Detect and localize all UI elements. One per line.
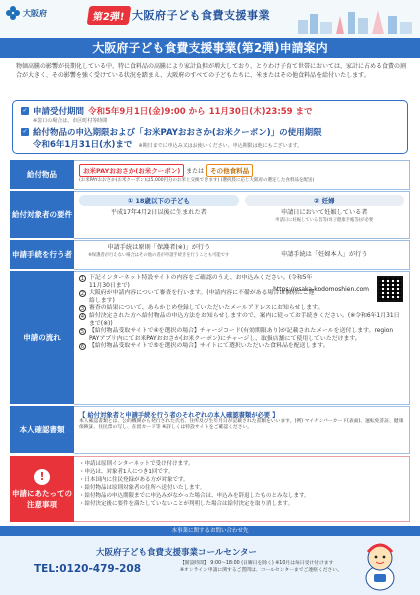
city-skyline-icon bbox=[296, 6, 416, 34]
org-name: 大阪府 bbox=[23, 8, 47, 18]
flow-step: 1 下記インターネット特設サイトの内容をご確認のうえ、お申込みください。(令和5年11月30日まで) bbox=[80, 275, 313, 289]
header bbox=[0, 0, 420, 38]
check-icon: ✓ bbox=[22, 107, 28, 114]
other-food-tag: その他食料品 bbox=[206, 164, 253, 177]
check-icon: ✓ bbox=[22, 128, 28, 135]
caution-item: ・給付物品の申込期限までに申込みがなかった場合は、申込みを辞退したものとみなします。 bbox=[79, 493, 310, 499]
call-center-phone[interactable]: TEL:0120-479-208 bbox=[34, 563, 141, 575]
target-children-head: ① 18歳以下の子ども bbox=[79, 195, 239, 206]
caution-label: 申請にあたっての注意事項 bbox=[12, 488, 72, 509]
period-box bbox=[12, 100, 408, 154]
period-value: 令和5年9月1日(金)9:00 から 11月30日(木)23:59 まで bbox=[88, 107, 313, 117]
flow-step: 6 【給付物品受取サイトで⑤を選択の場合】サイトにて選択いただいた食料品を配送します。 bbox=[80, 343, 329, 351]
footer bbox=[0, 536, 420, 595]
applicant-guardian: 申請手続は原則「保護者(※)」が行う bbox=[107, 244, 211, 251]
deadline-label: 給付物品の申込期限および「お米PAYおおさか(お米クーポン)」の使用期限 bbox=[33, 128, 322, 138]
caution-row bbox=[10, 456, 410, 522]
flow-row bbox=[10, 271, 410, 405]
caution-item: ・給付物品は原則対象者の住所へ送付いたします。 bbox=[79, 485, 206, 491]
id-content bbox=[74, 406, 410, 454]
header-title: 大阪府子ども食費支援事業 bbox=[132, 9, 270, 22]
target-pregnant-head: ② 妊婦 bbox=[245, 195, 405, 206]
id-label: 本人確認書類 bbox=[10, 406, 74, 454]
applicant-guardian-note: ※保護者が行えない場合はその他の者が申請手続きを行うことも可能です bbox=[88, 253, 230, 258]
goods-note: (お米PAYおおさか(お米クーポン)は5,000円分のお米と交換できます) (選択肢に応じ大阪府の選定した食料品を配送) bbox=[79, 178, 315, 183]
application-period bbox=[21, 105, 399, 117]
target-content bbox=[74, 191, 410, 239]
period-label: 申請受付期間 bbox=[33, 107, 85, 117]
deadline-value: 令和6年1月31日(水)まで bbox=[33, 140, 133, 150]
step-number: 1 bbox=[80, 276, 85, 282]
target-pregnant-body: 申請日において妊娠している者 bbox=[280, 209, 368, 216]
qr-code-icon[interactable] bbox=[377, 276, 403, 302]
contact-band: 本事業に関するお問い合わせ先 bbox=[0, 526, 420, 536]
flow-step: 3 審査の結果について、あらかじめ登録していただいたメールアドレスにお知らせします。 bbox=[80, 305, 324, 313]
id-row bbox=[10, 406, 410, 454]
step-number: 4 bbox=[80, 313, 85, 320]
applicant-label: 申請手続を行う者 bbox=[10, 240, 74, 270]
target-children-body: 平成17年4月2日以後に生まれた者 bbox=[110, 209, 207, 216]
period-note: ※窓口の場合は、市区町村等時間 bbox=[33, 118, 108, 124]
goods-or: または bbox=[186, 168, 205, 175]
osaka-logo-icon bbox=[6, 6, 20, 20]
target-row bbox=[10, 191, 410, 239]
step-number: 3 bbox=[80, 306, 85, 313]
caution-label-cell bbox=[10, 456, 74, 522]
caution-content bbox=[74, 456, 410, 522]
goods-row bbox=[10, 160, 410, 190]
caution-item: ・日本国内に住民登録がある方が対象です。 bbox=[79, 477, 189, 483]
step-number: 2 bbox=[80, 291, 85, 298]
caution-item: ・申請は原則インターネットで受け付けます。 bbox=[79, 461, 194, 467]
flow-step: 2 大阪府が申請内容について審査を行います。(申請内容に不備がある場合は個別にご連絡します) bbox=[80, 290, 315, 304]
step-number: 6 bbox=[80, 344, 85, 351]
target-pregnant-note: 申請日に妊娠している旨等(母子健康手帳等)が必要 bbox=[275, 218, 374, 223]
page-title: 大阪府子ども食費支援事業(第2弾)申請案内 bbox=[0, 38, 420, 58]
target-label: 給付対象者の要件 bbox=[10, 191, 74, 239]
deadline-line bbox=[21, 126, 399, 138]
id-body: 本人確認書類とは、公的機関から発行された氏名、住所及び生年月日が記載された書類をいいます。(例) マイナンバーカード(表面)、運転免許証、健康保険証、住民票の写し、在留カード等 ※詳しくは特設サイトをご確認ください。 bbox=[79, 419, 404, 431]
special-site-link[interactable]: https://osaka-kodomoshien.com bbox=[273, 286, 369, 293]
call-center-hours: 【開設時間】 9:00〜18:00 (日曜日を除く) ※10月は毎日受け付けます ※オンライン申請に関するご質問は、コールセンターまでご連絡ください。 bbox=[180, 561, 342, 573]
caution-item: ・給付決定後に要件を満たしていないことが判明した場合は給付決定を取り消します。 bbox=[79, 501, 294, 507]
osaka-logo bbox=[6, 6, 47, 20]
applicant-row bbox=[10, 240, 410, 270]
rice-coupon-tag: お米PAYおおさか(お米クーポン) bbox=[79, 164, 184, 177]
applicant-content bbox=[74, 240, 410, 270]
flow-step: 5 【給付物品受取サイトで④を選択の場合】チャージコード(有効期限あり)が記載されたメールを送付します。region PAYアプリ内にてお米PAYおおさか(お米クーポン)にチャージし、取扱店舗にて使用していただけます。 bbox=[80, 328, 394, 342]
flow-step: 4 給付決定された方へ給付物品の申込方法をお知らせしますので、案内に従ってお手続きください。(※令和6年1月31日まで(※)) bbox=[80, 312, 400, 327]
caution-item: ・申込は、対象者1人につき1回です。 bbox=[79, 469, 174, 475]
applicant-pregnant: 申請手続は「妊婦本人」が行う bbox=[280, 251, 368, 258]
goods-label: 給付物品 bbox=[10, 160, 74, 190]
call-center-name: 大阪府子ども食費支援事業コールセンター bbox=[96, 548, 257, 558]
step-number: 5 bbox=[80, 329, 85, 336]
mascot-icon bbox=[358, 540, 402, 592]
goods-content bbox=[74, 160, 410, 190]
exclamation-icon: ! bbox=[34, 469, 50, 485]
round-badge: 第2弾! bbox=[87, 6, 131, 25]
deadline-note: ※期日までに申込み又はお使いください。申込期限は他にもございます。 bbox=[138, 143, 303, 149]
id-head: 【 給付対象者と申請手続を行う者のそれぞれの本人確認書類が必要 】 bbox=[79, 412, 279, 419]
intro-text: 物価高騰の影響が長期化している中、特に食料品の高騰により家計負担が増大しており、とりわけ子育て世帯においては、家計に占める食費の割合が大きく、その影響を強く受けている状況を踏まえ、大阪府のすべての子どもたちに、米またはその他食料品を給付いたします。 bbox=[16, 63, 407, 79]
flow-content bbox=[74, 271, 410, 405]
flow-label: 申請の流れ bbox=[10, 271, 74, 405]
